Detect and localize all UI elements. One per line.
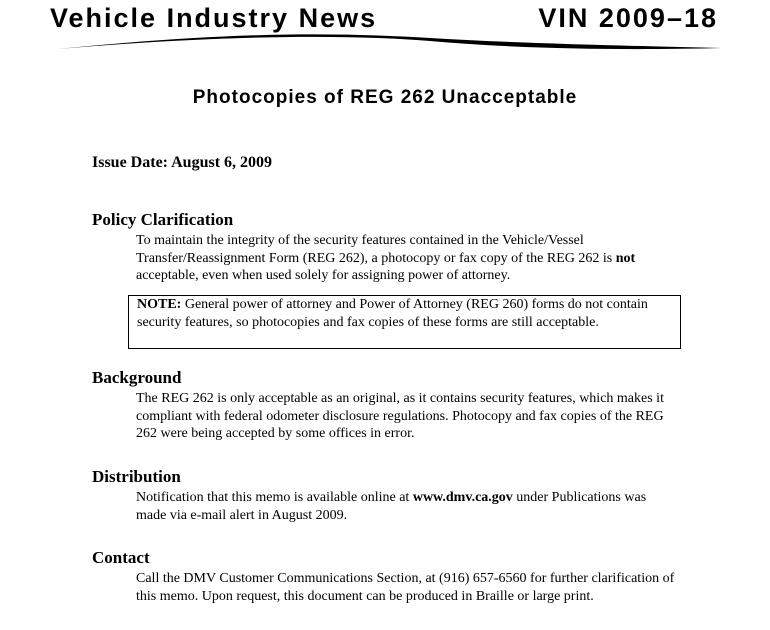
dmv-website-link[interactable]: www.dmv.ca.gov <box>412 490 513 505</box>
issue-number: VIN 2009–18 <box>538 3 718 33</box>
masthead-swoosh <box>0 34 770 60</box>
heading-contact: Contact <box>92 548 150 567</box>
note-text: General power of attorney and Power of Attorney (REG 260) forms do not contain security features, so photocopies and fax copies of these forms are still acceptable. <box>137 297 648 330</box>
issue-date: Issue Date: August 6, 2009 <box>92 154 273 171</box>
contact-paragraph: Call the DMV Customer Communications Section, at (916) 657-6560 for further clarification of this memo. Upon request, this document can be produced in Braille or large print. <box>136 571 675 604</box>
policy-text-start: To maintain the integrity of the security features contained in the Vehicle/Vessel Transfer/Reassignment Form (REG 262), a photocopy or fax copy of the REG 262 is <box>136 233 616 266</box>
note-box <box>128 295 681 349</box>
distribution-text-end: under Publications was made via e-mail alert in August 2009. <box>136 490 647 523</box>
policy-emphasis: not <box>615 250 636 266</box>
distribution-text-start: Notification that this memo is available online at <box>136 490 413 505</box>
policy-text-end: acceptable, even when used solely for assigning power of attorney. <box>136 268 511 283</box>
newsletter-title: Vehicle Industry News <box>50 3 378 33</box>
policy-paragraph <box>136 232 676 285</box>
document-title: Photocopies of REG 262 Unacceptable <box>192 87 578 108</box>
note-label: NOTE: <box>137 297 182 312</box>
masthead <box>0 0 770 60</box>
heading-policy-clarification: Policy Clarification <box>92 210 234 229</box>
heading-background: Background <box>92 368 182 387</box>
distribution-paragraph <box>136 489 676 524</box>
heading-distribution: Distribution <box>92 467 181 486</box>
background-paragraph: The REG 262 is only acceptable as an original, as it contains security features, which makes it compliant with federal odometer disclosure regulations. Photocopy and fax copies of the REG 262 were being accepted by some offices in error. <box>136 391 664 441</box>
